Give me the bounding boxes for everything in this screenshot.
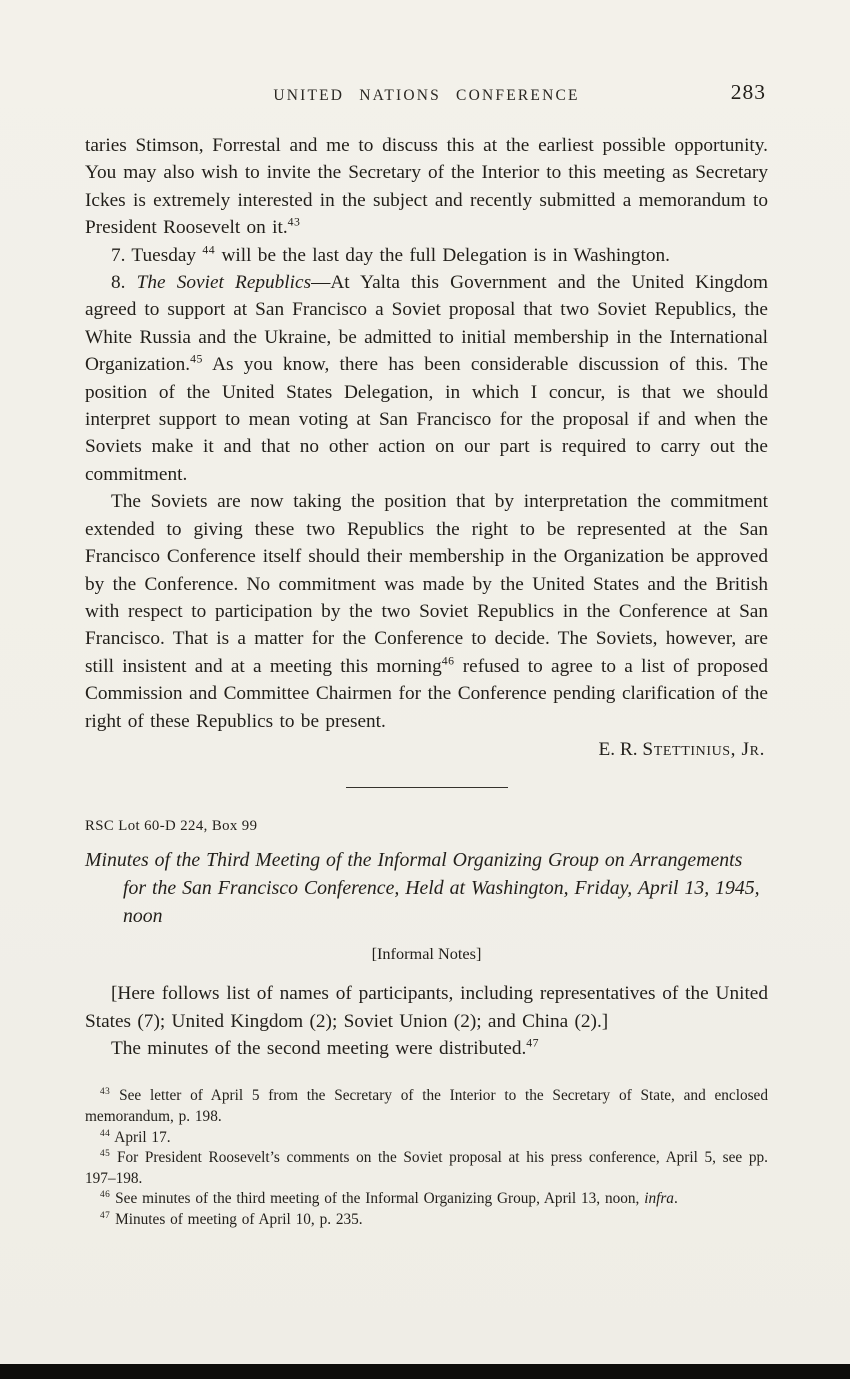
footnote-ref-43: 43 bbox=[287, 215, 301, 229]
signature-line bbox=[85, 736, 768, 763]
footnote-number: 46 bbox=[100, 1190, 111, 1201]
footnote-text: See letter of April 5 from the Secretary of the Interior to the Secretary of State, and enclosed memorandum, p. 198. bbox=[85, 1087, 768, 1125]
footnote-text: April 17. bbox=[110, 1128, 171, 1146]
page-number: 283 bbox=[730, 80, 766, 104]
footnote-ref-46: 46 bbox=[441, 654, 455, 668]
paragraph-text: 7. Tuesday bbox=[111, 244, 203, 266]
document-subtitle: [Informal Notes] bbox=[371, 944, 482, 964]
footnote-44 bbox=[85, 1128, 768, 1149]
footnotes-section bbox=[85, 1086, 768, 1230]
footnote-ref-45: 45 bbox=[190, 352, 203, 366]
footnote-text: . bbox=[673, 1190, 678, 1208]
footnote-45 bbox=[85, 1148, 768, 1189]
signature-name: Stettinius, Jr. bbox=[642, 738, 765, 760]
archive-source-line: RSC Lot 60-D 224, Box 99 bbox=[85, 818, 258, 835]
scan-edge-artifact bbox=[0, 1364, 850, 1379]
paragraph-text: refused to agree to a list of proposed Commission and Committee Chairmen for the Conference pending clarification of the right of these Republics to be present. bbox=[85, 655, 768, 732]
paragraph-text: The minutes of the second meeting were distributed. bbox=[111, 1037, 527, 1059]
minutes-document bbox=[85, 818, 768, 1062]
paragraph-participants: [Here follows list of names of participants, including representatives of the United States (7); United Kingdom (2); Soviet Union (2); and China (2).] bbox=[85, 983, 768, 1032]
footnote-text: Minutes of meeting of April 10, p. 235. bbox=[110, 1210, 363, 1228]
document-title: Minutes of the Third Meeting of the Informal Organizing Group on Arrangements for the San Francisco Conference, Held at Washington, Friday, April 13, 1945, noon bbox=[85, 849, 760, 927]
text-area bbox=[85, 80, 768, 1231]
paragraph-soviets-position bbox=[85, 488, 768, 735]
paragraph-continuation bbox=[85, 132, 768, 242]
letter-body bbox=[85, 132, 768, 763]
paragraph-item-7 bbox=[85, 242, 768, 269]
footnote-ref-47: 47 bbox=[526, 1036, 540, 1050]
footnote-number: 47 bbox=[100, 1210, 111, 1221]
paragraph-text: —At Yalta this Government and the United Kingdom agreed to support at San Francisco a Soviet proposal that two Soviet Republics, the White Russia and the Ukraine, be admitted to initial membership in the International Organization. bbox=[85, 272, 768, 376]
paragraph-text: As you know, there has been considerable discussion of this. The position of the United States Delegation, in which I concur, is that we should interpret support to mean voting at San Francisco for the proposal if and when the Soviets make it and that no other action on our part is required to carry out the commitment. bbox=[85, 354, 768, 485]
running-head-title: UNITED NATIONS CONFERENCE bbox=[273, 87, 580, 104]
footnote-text: See minutes of the third meeting of the Informal Organizing Group, April 13, noon, bbox=[110, 1190, 645, 1208]
footnote-number: 43 bbox=[100, 1087, 111, 1098]
footnote-43 bbox=[85, 1086, 768, 1127]
footnote-47 bbox=[85, 1210, 768, 1231]
footnote-ref-44: 44 bbox=[202, 243, 216, 257]
footnote-text: For President Roosevelt’s comments on the Soviet proposal at his press conference, April 5, see pp. 197–198. bbox=[85, 1149, 768, 1187]
paragraph-text: will be the last day the full Delegation is in Washington. bbox=[215, 244, 670, 266]
paragraph-text: 8. bbox=[111, 272, 137, 294]
paragraph-text: The Soviets are now taking the position that by interpretation the commitment extended to giving these two Republics the right to be represented at the San Francisco Conference itself should their membership in the Organization be approved by the Conference. No commitment was made by the United States and the British with respect to participation by the two Soviet Republics in the Conference at San Francisco. That is a matter for the Conference to decide. The Soviets, however, are still insistent and at a meeting this morning bbox=[85, 491, 768, 677]
footnote-number: 44 bbox=[100, 1128, 111, 1139]
signature-initials: E. R. bbox=[598, 738, 643, 760]
running-header bbox=[85, 80, 768, 114]
paragraph-text: taries Stimson, Forrestal and me to discuss this at the earliest possible opportunity. You may also wish to invite the Secretary of the Interior to this meeting as Secretary Ickes is extremely interested in the subject and recently submitted a memorandum to President Roosevelt on it. bbox=[85, 135, 768, 239]
section-divider-rule bbox=[346, 787, 508, 788]
paragraph-minutes-distributed bbox=[85, 1035, 768, 1062]
footnote-text-italic: infra bbox=[644, 1190, 674, 1208]
inline-title-soviet-republics: The Soviet Republics bbox=[136, 272, 312, 294]
paragraph-item-8 bbox=[85, 269, 768, 488]
footnote-46 bbox=[85, 1189, 768, 1210]
footnote-number: 45 bbox=[100, 1149, 111, 1160]
